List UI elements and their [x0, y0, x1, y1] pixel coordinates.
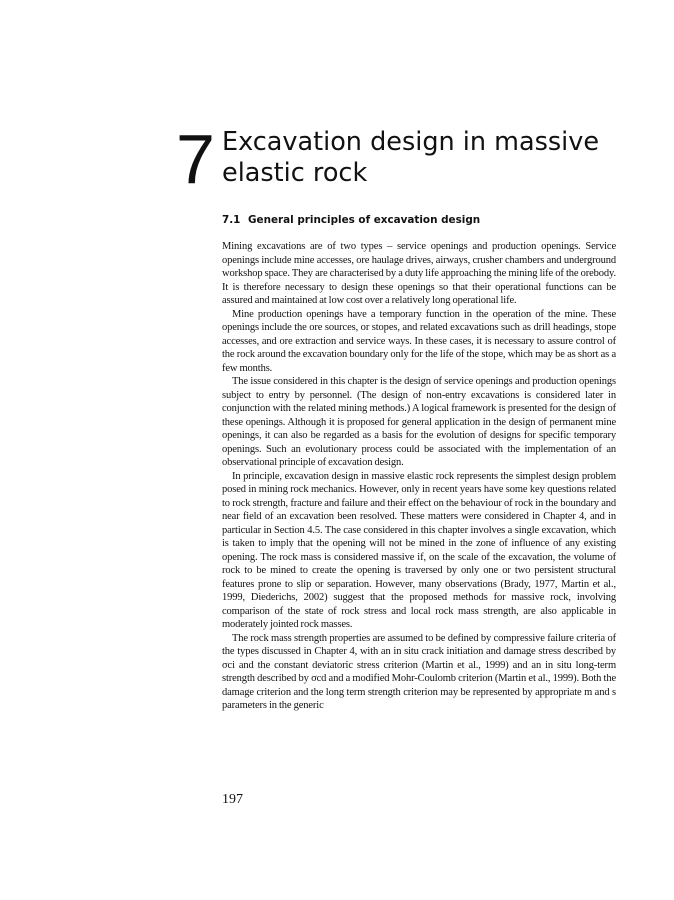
- paragraph: Mining excavations are of two types – service openings and production openings. Service openings include mine accesses, ore haulage drives, airways, crusher chambers and underground workshop space. They are characterised by a duty life approaching the mining life of the orebody. It is therefore necessary to design these openings so that their operational functions can be assured and maintained at low cost over a relatively long operational life.: [222, 241, 616, 306]
- chapter-title: Excavation design in massive elastic rock: [222, 127, 600, 188]
- page-number: 197: [222, 792, 243, 807]
- paragraph: In principle, excavation design in massive elastic rock represents the simplest design problem posed in mining rock mechanics. However, only in recent years have some key questions related to rock strength, fracture and failure and their effect on the behaviour of rock in the boundary and near field of an excavation been resolved. These matters were considered in Chapter 4, and in particular in Section 4.5. The case considered in this chapter involves a single excavation, which is taken to imply that the opening will not be mined in the zone of influence of any existing opening. The rock mass is considered massive if, on the scale of the excavation, the volume of rock to be mined to create the opening is traversed by only one or two persistent structural features prone to slip or separation. However, many observations (Brady, 1977, Martin et al., 1999, Diederichs, 2002) suggest that the proposed methods for massive rock, involving comparison of the state of rock stress and local rock mass strength, are also applicable in moderately jointed rock masses.: [222, 470, 616, 630]
- section-number: 7.1: [222, 214, 241, 226]
- section-heading: [222, 213, 480, 227]
- chapter-number: 7: [176, 120, 215, 198]
- body-text: [222, 240, 616, 713]
- paragraph: The rock mass strength properties are assumed to be defined by compressive failure criteria of the types discussed in Chapter 4, with an in situ crack initiation and damage stress described by σci and the constant deviatoric stress criterion (Martin et al., 1999) and an in situ long-term strength described by σcd and a modified Mohr-Coulomb criterion (Martin et al., 1999). Both the damage criterion and the long term strength criterion may be represented by appropriate m and s parameters in the generic: [222, 632, 616, 711]
- paragraph: The issue considered in this chapter is the design of service openings and production openings subject to entry by personnel. (The design of non-entry excavations is considered later in conjunction with the related mining methods.) A logical framework is presented for the design of these openings. Although it is proposed for general application in the design of permanent mine openings, it can also be regarded as a basis for the evolution of designs for specific temporary openings. Such an evolutionary process could be associated with the implementation of an observational principle of excavation design.: [222, 376, 616, 468]
- paragraph: Mine production openings have a temporary function in the operation of the mine. These openings include the ore sources, or stopes, and related excavations such as drill headings, stope accesses, and ore extraction and service ways. In these cases, it is necessary to assure control of the rock around the excavation boundary only for the life of the stope, which may be as short as a few months.: [222, 308, 616, 374]
- section-title: General principles of excavation design: [248, 214, 481, 226]
